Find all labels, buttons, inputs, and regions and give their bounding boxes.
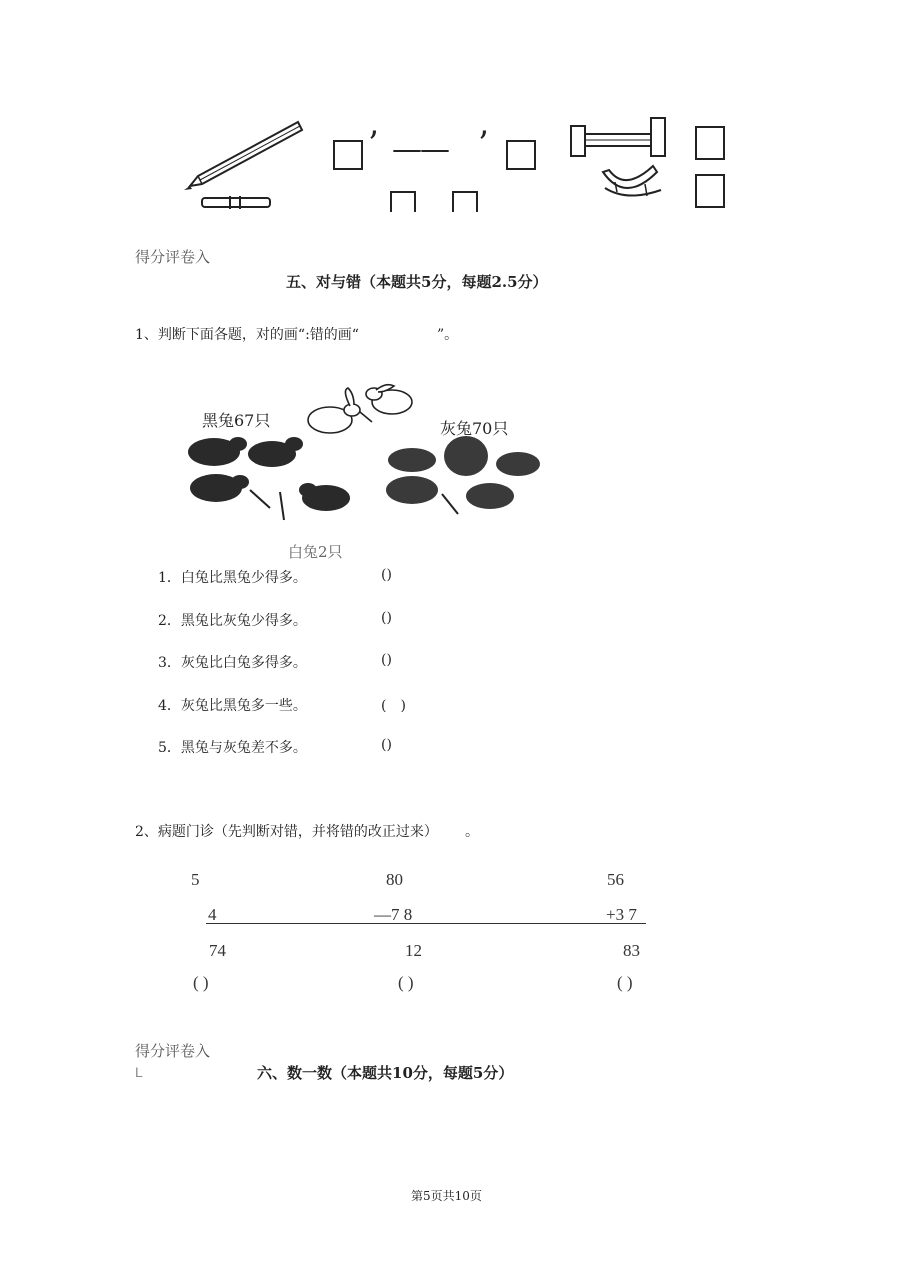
- problem-3-result: 83: [623, 941, 640, 960]
- judge-item: 3．灰兔比白兔多得多。: [158, 655, 307, 671]
- comma-mark-left: ’: [368, 124, 379, 164]
- judge-item: 5．黑兔与灰兔差不多。: [158, 740, 307, 756]
- problem-3-answer-paren[interactable]: ( ): [617, 973, 633, 992]
- score-label: 得分评卷入: [135, 248, 211, 266]
- answer-box-left: [333, 140, 363, 170]
- calculation-rule: [206, 923, 646, 924]
- question-1-instruction: 1、判断下面各题，对的画“:错的画“ ”。: [135, 327, 459, 343]
- bed-icon: [571, 118, 665, 156]
- section-title: 六、数一数（本题共10分，每题5分）: [257, 1064, 514, 1082]
- score-mark: L: [135, 1064, 143, 1080]
- black-rabbits-icon: [188, 437, 350, 520]
- answer-box-chair: [695, 174, 725, 208]
- score-label: 得分评卷入: [135, 1042, 211, 1060]
- dash-mark: ——: [392, 132, 448, 167]
- answer-paren[interactable]: ( ): [381, 698, 406, 714]
- rabbits-illustration: [180, 380, 560, 530]
- problem-2-top: 80: [386, 870, 403, 889]
- pencil-illustration: [180, 110, 310, 215]
- bracket-marks: [385, 188, 495, 214]
- problem-1-top: 5: [191, 870, 200, 889]
- white-rabbit-label: 白兔2只: [288, 543, 343, 561]
- pencil-icon: [184, 122, 302, 190]
- answer-box-right: [506, 140, 536, 170]
- rocking-chair-icon: [603, 166, 661, 196]
- comma-mark-right: ’: [478, 124, 489, 164]
- answer-paren[interactable]: (): [381, 652, 392, 668]
- answer-paren[interactable]: (): [381, 567, 392, 583]
- judge-item: 1．白兔比黑兔少得多。: [158, 570, 307, 586]
- problem-1-answer-paren[interactable]: ( ): [193, 973, 209, 992]
- grey-rabbits-icon: [386, 436, 540, 514]
- answer-paren[interactable]: (): [381, 737, 392, 753]
- question-2-instruction: 2、病题门诊（先判断对错，并将错的改正过来）: [135, 824, 438, 840]
- judge-item: 4．灰兔比黑兔多一些。: [158, 698, 307, 714]
- problem-1-result: 74: [209, 941, 226, 960]
- problem-2-middle: —7 8: [374, 905, 413, 924]
- white-rabbits-icon: [308, 385, 412, 433]
- question-2-dot: 。: [465, 824, 479, 840]
- page-number: 第5页共10页: [411, 1189, 482, 1203]
- problem-2-answer-paren[interactable]: ( ): [398, 973, 414, 992]
- section-title: 五、对与错（本题共5分，每题2.5分）: [286, 273, 548, 291]
- answer-paren[interactable]: (): [381, 610, 392, 626]
- problem-2-result: 12: [405, 941, 422, 960]
- problem-3-top: 56: [607, 870, 624, 889]
- black-rabbit-label: 黑兔67只: [202, 411, 271, 430]
- pencil-case-icon: [202, 196, 270, 209]
- grey-rabbit-label: 灰兔70只: [440, 419, 509, 438]
- judge-item: 2．黑兔比灰兔少得多。: [158, 613, 307, 629]
- problem-1-middle: 4: [208, 905, 217, 924]
- furniture-illustration: [565, 112, 673, 212]
- answer-box-bed: [695, 126, 725, 160]
- problem-3-middle: +3 7: [606, 905, 637, 924]
